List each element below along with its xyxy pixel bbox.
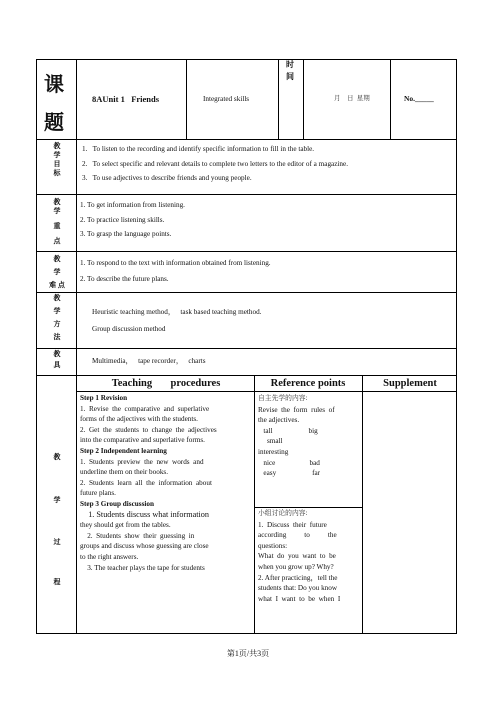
procedures-list — [80, 393, 252, 573]
table-border-right — [456, 59, 457, 634]
list-item: nice bad — [258, 458, 320, 467]
header-divider-4 — [390, 59, 391, 139]
list-item: small — [258, 437, 283, 446]
reference-split — [254, 507, 362, 508]
methods-list — [92, 307, 261, 334]
list-item: Step 3 Group discussion — [80, 499, 154, 508]
list-item: 2. Students learn all the information about — [80, 478, 212, 487]
list-item: 1. To get information from listening. — [80, 201, 185, 209]
reference-group-discussion — [258, 509, 360, 604]
list-item: What do you want to be — [258, 552, 336, 561]
list-item: 1. To listen to the recording and identify specific information to fill in the table. — [82, 145, 315, 153]
list-item: forms of the adjectives with the students. — [80, 415, 198, 424]
row-sep-6 — [36, 375, 457, 376]
row-sep-4 — [36, 292, 457, 293]
col-header-procedures: Teaching procedures — [111, 378, 221, 389]
list-item: the adjectives. — [258, 416, 300, 425]
subject-char-1: 课 — [44, 74, 64, 96]
difficulties-label: 教 学 难 点 — [49, 255, 65, 289]
list-item: Revise the form rules of — [258, 405, 335, 414]
row-sep-1 — [36, 139, 457, 140]
list-item: when you grow up? Why? — [258, 562, 334, 571]
lesson-number: No._____ — [404, 94, 434, 103]
list-item: 3. To use adjectives to describe friends and young people. — [82, 174, 252, 183]
row-sep-3 — [36, 251, 457, 252]
list-item: future plans. — [80, 489, 116, 498]
header-divider-1 — [186, 59, 187, 139]
list-item: 2. To select specific and relevant details to complete two letters to the editor of a magazine. — [82, 159, 349, 168]
subject-char-2: 题 — [44, 112, 64, 134]
list-item: 2. To practice listening skills. — [80, 215, 165, 224]
unit-title: 8AUnit 1 Friends — [92, 94, 160, 104]
list-item: 3. The teacher plays the tape for students — [80, 563, 205, 572]
list-item: 1. Students discuss what information — [80, 509, 209, 519]
time-label-1: 时 — [286, 60, 294, 69]
process-divider-1 — [254, 375, 255, 634]
list-item: into the comparative and superlative forms. — [80, 436, 205, 445]
process-label: 教 学 过 程 — [53, 453, 61, 586]
list-item: tall big — [258, 426, 318, 435]
row-sep-5 — [36, 348, 457, 349]
list-item: Step 1 Revision — [80, 394, 128, 402]
reference-title: 小组讨论的内容: — [258, 510, 308, 517]
list-item: students that: Do you know — [258, 584, 338, 593]
list-item: 2. To describe the future plans. — [80, 274, 169, 283]
row-sep-2 — [36, 194, 457, 195]
list-item: 2. After practicing，tell the — [258, 573, 338, 582]
list-item: 3. To grasp the language points. — [80, 230, 172, 239]
methods-label: 教 学 方 法 — [53, 294, 61, 341]
objectives-label: 教 学 目 标 — [53, 142, 61, 177]
objectives-list — [82, 144, 348, 184]
list-item: interesting — [258, 447, 289, 456]
list-item: to the right answers. — [80, 552, 139, 561]
list-item: groups and discuss whose guessing are close — [80, 542, 209, 551]
list-item: 2. Students show their guessing in — [80, 531, 195, 540]
list-item: questions: — [258, 541, 288, 550]
list-item: what I want to be when I — [258, 594, 341, 603]
page-number: 第1页/共3页 — [226, 649, 270, 658]
time-label-2: 间 — [286, 72, 294, 81]
label-column-divider — [76, 59, 77, 634]
list-item: 1. Discuss their future — [258, 520, 327, 529]
list-item: Step 2 Independent learning — [80, 446, 167, 455]
list-item: 2. Get the students to change the adjectives — [80, 425, 217, 434]
list-item: 1. Students preview the new words and — [80, 457, 204, 466]
key-points-list — [80, 200, 185, 240]
process-divider-2 — [362, 375, 363, 634]
reference-title: 自主先学的内容: — [258, 395, 308, 402]
col-header-reference: Reference points — [270, 378, 346, 389]
tools-text: Multimedia， tape recorder， charts — [92, 357, 206, 365]
table-border-left — [36, 59, 37, 634]
header-divider-3 — [303, 59, 304, 139]
list-item: Heuristic teaching method， task based teaching method. — [92, 308, 262, 316]
reference-self-study — [258, 394, 360, 479]
list-item: according to the — [258, 531, 337, 540]
header-divider-2 — [278, 59, 279, 139]
list-item: easy far — [258, 469, 321, 478]
list-item: Group discussion method — [92, 324, 166, 333]
table-border-top — [36, 59, 457, 60]
col-header-supplement: Supplement — [383, 378, 437, 389]
list-item: 1. To respond to the text with information obtained from listening. — [80, 259, 271, 267]
list-item: underline them on their books. — [80, 468, 169, 477]
process-header-sep — [76, 391, 457, 392]
date-label: 月 日 星期 — [334, 95, 370, 102]
difficulties-list — [80, 258, 271, 284]
tools-label: 教 具 — [53, 350, 61, 369]
table-border-bottom — [36, 633, 457, 634]
list-item: they should get from the tables. — [80, 521, 171, 530]
list-item: 1. Revise the comparative and superlative — [80, 404, 210, 413]
key-points-label: 教 学 重 点 — [53, 198, 61, 245]
lesson-title: Integrated skills — [203, 95, 250, 103]
